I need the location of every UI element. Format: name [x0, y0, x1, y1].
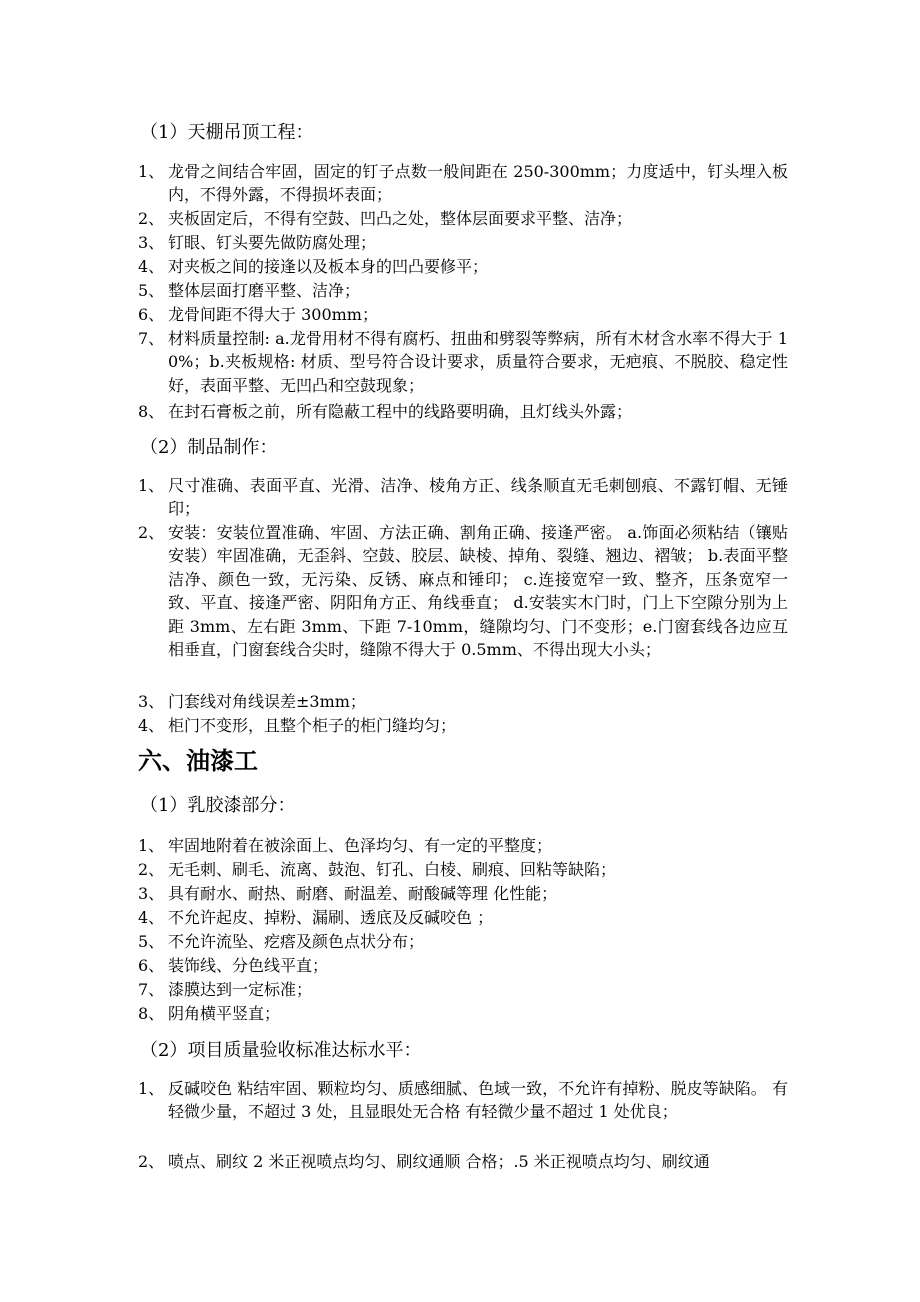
list-item-text: 龙骨之间结合牢固，固定的钉子点数一般间距在 250-300mm；力度适中，钉头埋入板内，不得外露，不得损坏表面；: [168, 162, 788, 205]
list-item: [138, 279, 788, 302]
list-item-text: 在封石膏板之前，所有隐蔽工程中的线路要明确，且灯线头外露；: [168, 402, 633, 421]
list-item: [138, 1002, 788, 1025]
list-item-text: 安装：安装位置准确、牢固、方法正确、割角正确、接逢严密。 a.饰面必须粘结（镶贴安装）牢固准确，无歪斜、空鼓、胶层、缺棱、掉角、裂缝、翘边、褶皱； b.表面平整洁净、颜色一致，无污染、反锈、麻点和锤印； c.连接宽窄一致、整齐，压条宽窄一致、平直、接逢严密、阴阳角方正、角线垂直； d.安装实木门时，门上下空隙分别为上距 3mm、左右距 3mm、下距 7-10mm，缝隙均匀、门不变形；e.门窗套线各边应互相垂直，门窗套线合尖时，缝隙不得大于 0.5mm、不得出现大小头；: [168, 523, 788, 660]
list-item-number: 2、: [138, 860, 165, 879]
list-item: [138, 474, 788, 521]
list-item-text: 不允许起皮、掉粉、漏刷、透底及反碱咬色 ；: [168, 908, 494, 927]
list-item: [138, 521, 788, 661]
list-item-number: 4、: [138, 908, 165, 927]
list-item-number: 6、: [138, 305, 165, 324]
list-item-text: 钉眼、钉头要先做防腐处理；: [168, 233, 377, 252]
list-item: [138, 231, 788, 254]
list-item: [138, 1077, 788, 1124]
list-item: [138, 882, 788, 905]
list-item-number: 2、: [138, 209, 165, 228]
list-item-text: 无毛刺、刷毛、流离、鼓泡、钉孔、白棱、刷痕、回粘等缺陷；: [168, 860, 617, 879]
list-item-text: 整体层面打磨平整、洁净；: [168, 281, 361, 300]
list-item-text: 反碱咬色 粘结牢固、颗粒均匀、质感细腻、色域一致，不允许有掉粉、脱皮等缺陷。 有轻微少量，不超过 3 处，且显眼处无合格 有轻微少量不超过 1 处优良；: [168, 1079, 788, 1122]
list-item-text: 门套线对角线误差±3mm；: [168, 692, 366, 711]
list-item: [138, 954, 788, 977]
list-item-number: 3、: [138, 884, 165, 903]
list-item-text: 牢固地附着在被涂面上、色泽均匀、有一定的平整度；: [168, 836, 553, 855]
list-item-number: 1、: [138, 1079, 165, 1098]
section-heading-ceiling: （1）天棚吊顶工程：: [140, 122, 314, 143]
list-item-text: 尺寸准确、表面平直、光滑、洁净、棱角方正、线条顺直无毛刺刨痕、不露钉帽、无锤印；: [168, 476, 788, 519]
list-item-text: 喷点、刷纹 2 米正视喷点均匀、刷纹通顺 合格；.5 米正视喷点均匀、刷纹通: [168, 1152, 710, 1171]
section-heading-products: （2）制品制作：: [140, 437, 278, 458]
list-item: [138, 906, 788, 929]
list-item: [138, 858, 788, 881]
list-item-number: 1、: [138, 476, 165, 495]
list-item-text: 柜门不变形，且整个柜子的柜门缝均匀；: [168, 716, 457, 735]
list-item-text: 阴角横平竖直；: [168, 1004, 281, 1023]
list-item-text: 装饰线、分色线平直；: [168, 956, 329, 975]
list-item-number: 6、: [138, 956, 165, 975]
list-item: [138, 690, 788, 713]
list-item-text: 夹板固定后，不得有空鼓、凹凸之处，整体层面要求平整、洁净；: [168, 209, 633, 228]
list-item: [138, 834, 788, 857]
list-item: [138, 1150, 788, 1173]
list-item: [138, 400, 788, 423]
list-item-text: 不允许流坠、疙瘩及颜色点状分布；: [168, 932, 425, 951]
list-item-text: 龙骨间距不得大于 300mm；: [168, 305, 378, 324]
list-item-number: 5、: [138, 281, 165, 300]
list-item-number: 3、: [138, 692, 165, 711]
list-item-number: 3、: [138, 233, 165, 252]
list-item-number: 2、: [138, 1152, 165, 1171]
list-item-text: 具有耐水、耐热、耐磨、耐温差、耐酸碱等理 化性能；: [168, 884, 558, 903]
list-item-number: 5、: [138, 932, 165, 951]
list-item: [138, 978, 788, 1001]
list-item-text: 材料质量控制: a.龙骨用材不得有腐朽、扭曲和劈裂等弊病，所有木材含水率不得大于 10%；b.夹板规格: 材质、型号符合设计要求，质量符合要求，无疤痕、不脱胶、稳定性好，表面平整、无凹凸和空鼓现象；: [168, 329, 788, 395]
list-item-number: 8、: [138, 1004, 165, 1023]
list-item: [138, 303, 788, 326]
list-item-number: 4、: [138, 257, 165, 276]
chapter-title: 六、油漆工: [138, 746, 258, 775]
list-item: [138, 160, 788, 207]
list-item-number: 7、: [138, 980, 165, 999]
list-item: [138, 255, 788, 278]
list-item-text: 对夹板之间的接逢以及板本身的凹凸要修平；: [168, 257, 489, 276]
section-heading-acceptance-standards: （2）项目质量验收标准达标水平：: [140, 1040, 422, 1061]
section-heading-latex-paint: （1）乳胶漆部分：: [140, 795, 296, 816]
list-item-text: 漆膜达到一定标准；: [168, 980, 313, 999]
list-item: [138, 930, 788, 953]
list-item: [138, 327, 788, 397]
list-item-number: 8、: [138, 402, 165, 421]
list-item-number: 4、: [138, 716, 165, 735]
list-item: [138, 714, 788, 737]
list-item-number: 1、: [138, 836, 165, 855]
list-item-number: 7、: [138, 329, 165, 348]
list-item: [138, 207, 788, 230]
list-item-number: 2、: [138, 523, 165, 542]
list-item-number: 1、: [138, 162, 165, 181]
